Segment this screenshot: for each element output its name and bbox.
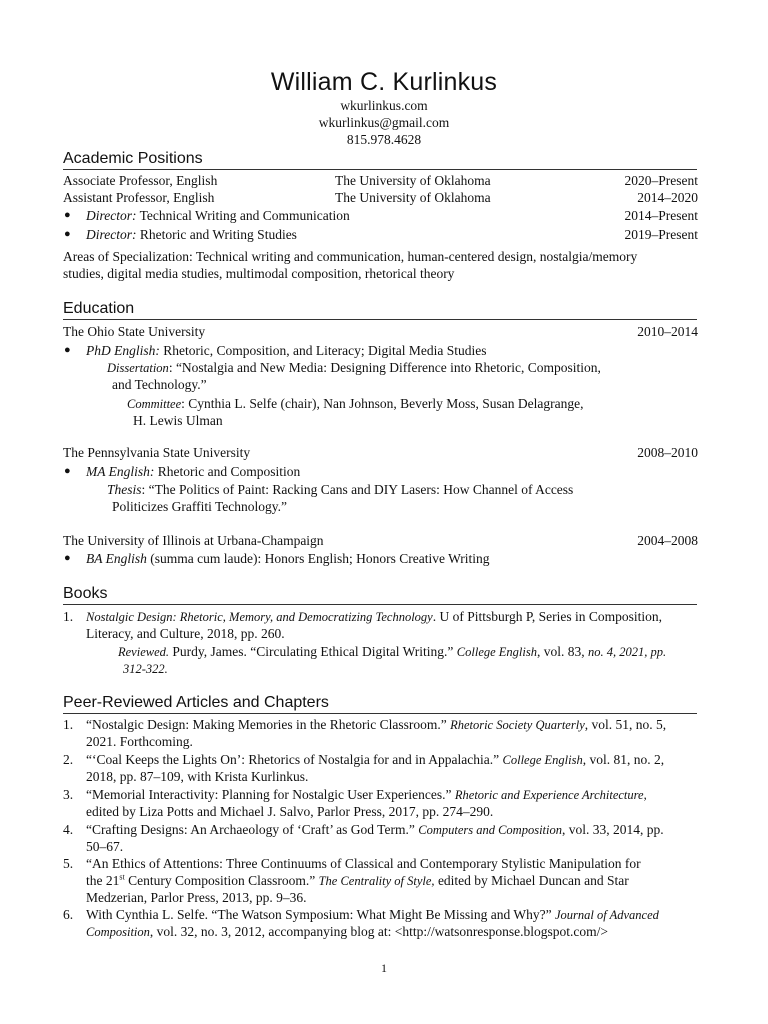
thesis-line: Thesis: “The Politics of Paint: Racking Cans and DIY Lasers: How Channel of Access: [107, 482, 574, 497]
school-name: The Ohio State University: [63, 324, 206, 339]
book-review: Reviewed. Purdy, James. “Circulating Ethical Digital Writing.” College English, vol. 83, no. 4, 2021, pp.: [118, 644, 667, 659]
article-entry: “Memorial Interactivity: Planning for Nostalgic User Experiences.” Rhetoric and Experience Architecture,: [86, 787, 647, 802]
page-number: 1: [381, 961, 387, 975]
article-entry: “Crafting Designs: An Archaeology of ‘Craft’ as God Term.” Computers and Composition, vol. 33, 2014, pp.: [86, 822, 664, 837]
bullet-icon: ●: [64, 209, 71, 221]
school-name: The University of Illinois at Urbana-Champaign: [63, 533, 324, 548]
article-entry: “An Ethics of Attentions: Three Continuums of Classical and Contemporary Stylistic Manipulation for: [86, 856, 641, 871]
section-heading-education: Education: [63, 300, 697, 320]
position-dates: 2020–Present: [624, 173, 698, 188]
committee-line: H. Lewis Ulman: [133, 413, 223, 428]
book-entry: Nostalgic Design: Rhetoric, Memory, and Democratizing Technology. U of Pittsburgh P, Series in Composition,: [86, 609, 662, 624]
list-number: 6.: [63, 907, 74, 922]
article-entry: edited by Liza Potts and Michael J. Salvo, Parlor Press, 2017, pp. 274–290.: [86, 804, 494, 819]
article-entry: the 21st Century Composition Classroom.” The Centrality of Style, edited by Michael Duncan and Star: [86, 872, 629, 888]
dissertation-line: Dissertation: “Nostalgia and New Media: Designing Difference into Rhetoric, Composition,: [107, 360, 601, 375]
education-dates: 2010–2014: [637, 324, 698, 339]
bullet-icon: ●: [64, 228, 71, 240]
section-heading-articles: Peer-Reviewed Articles and Chapters: [63, 694, 697, 714]
position-title: Associate Professor, English: [63, 173, 218, 188]
article-entry: 50–67.: [86, 839, 124, 854]
school-name: The Pennsylvania State University: [63, 445, 251, 460]
email-link[interactable]: wkurlinkus@gmail.com: [318, 115, 450, 130]
list-number: 3.: [63, 787, 74, 802]
education-dates: 2004–2008: [637, 533, 698, 548]
article-entry: With Cynthia L. Selfe. “The Watson Symposium: What Might Be Missing and Why?” Journal of Advanced: [86, 907, 659, 922]
article-entry: 2021. Forthcoming.: [86, 734, 193, 749]
article-entry: Composition, vol. 32, no. 3, 2012, accompanying blog at: <http://watsonresponse.blogspot.com/>: [86, 924, 608, 939]
section-heading-academic-positions: Academic Positions: [63, 150, 697, 170]
director-role: Director: Rhetoric and Writing Studies: [86, 227, 297, 242]
director-dates: 2014–Present: [624, 208, 698, 223]
director-dates: 2019–Present: [624, 227, 698, 242]
position-dates: 2014–2020: [637, 190, 698, 205]
bullet-icon: ●: [64, 344, 71, 356]
list-number: 4.: [63, 822, 74, 837]
article-entry: Medzerian, Parlor Press, 2013, pp. 9–36.: [86, 890, 307, 905]
list-number: 1.: [63, 717, 74, 732]
list-number: 1.: [63, 609, 74, 624]
book-review: 312-322.: [123, 662, 168, 676]
position-institution: The University of Oklahoma: [335, 190, 491, 205]
education-dates: 2008–2010: [637, 445, 698, 460]
list-number: 2.: [63, 752, 74, 767]
degree-line: PhD English: Rhetoric, Composition, and Literacy; Digital Media Studies: [86, 343, 487, 358]
position-institution: The University of Oklahoma: [335, 173, 491, 188]
website-link[interactable]: wkurlinkus.com: [340, 98, 428, 113]
book-entry: Literacy, and Culture, 2018, pp. 260.: [86, 626, 285, 641]
article-entry: “‘Coal Keeps the Lights On’: Rhetorics of Nostalgia for and in Appalachia.” College English, vol. 81, no. 2,: [86, 752, 665, 767]
position-title: Assistant Professor, English: [63, 190, 215, 205]
degree-line: BA English (summa cum laude): Honors English; Honors Creative Writing: [86, 551, 490, 566]
phone-number: 815.978.4628: [346, 132, 422, 147]
article-entry: “Nostalgic Design: Making Memories in the Rhetoric Classroom.” Rhetoric Society Quarterly, vol. 51, no. 5,: [86, 717, 667, 732]
specialization-text: studies, digital media studies, multimodal composition, rhetorical theory: [63, 266, 455, 281]
list-number: 5.: [63, 856, 74, 871]
bullet-icon: ●: [64, 552, 71, 564]
specialization-text: Areas of Specialization: Technical writing and communication, human-centered design, nostalgia/memory: [63, 249, 638, 264]
bullet-icon: ●: [64, 465, 71, 477]
section-heading-books: Books: [63, 585, 697, 605]
dissertation-line: and Technology.”: [112, 377, 207, 392]
article-entry: 2018, pp. 87–109, with Krista Kurlinkus.: [86, 769, 309, 784]
director-role: Director: Technical Writing and Communication: [86, 208, 350, 223]
committee-line: Committee: Cynthia L. Selfe (chair), Nan Johnson, Beverly Moss, Susan Delagrange,: [127, 396, 584, 411]
degree-line: MA English: Rhetoric and Composition: [86, 464, 301, 479]
thesis-line: Politicizes Graffiti Technology.”: [112, 499, 288, 514]
page-title: William C. Kurlinkus: [270, 68, 498, 96]
